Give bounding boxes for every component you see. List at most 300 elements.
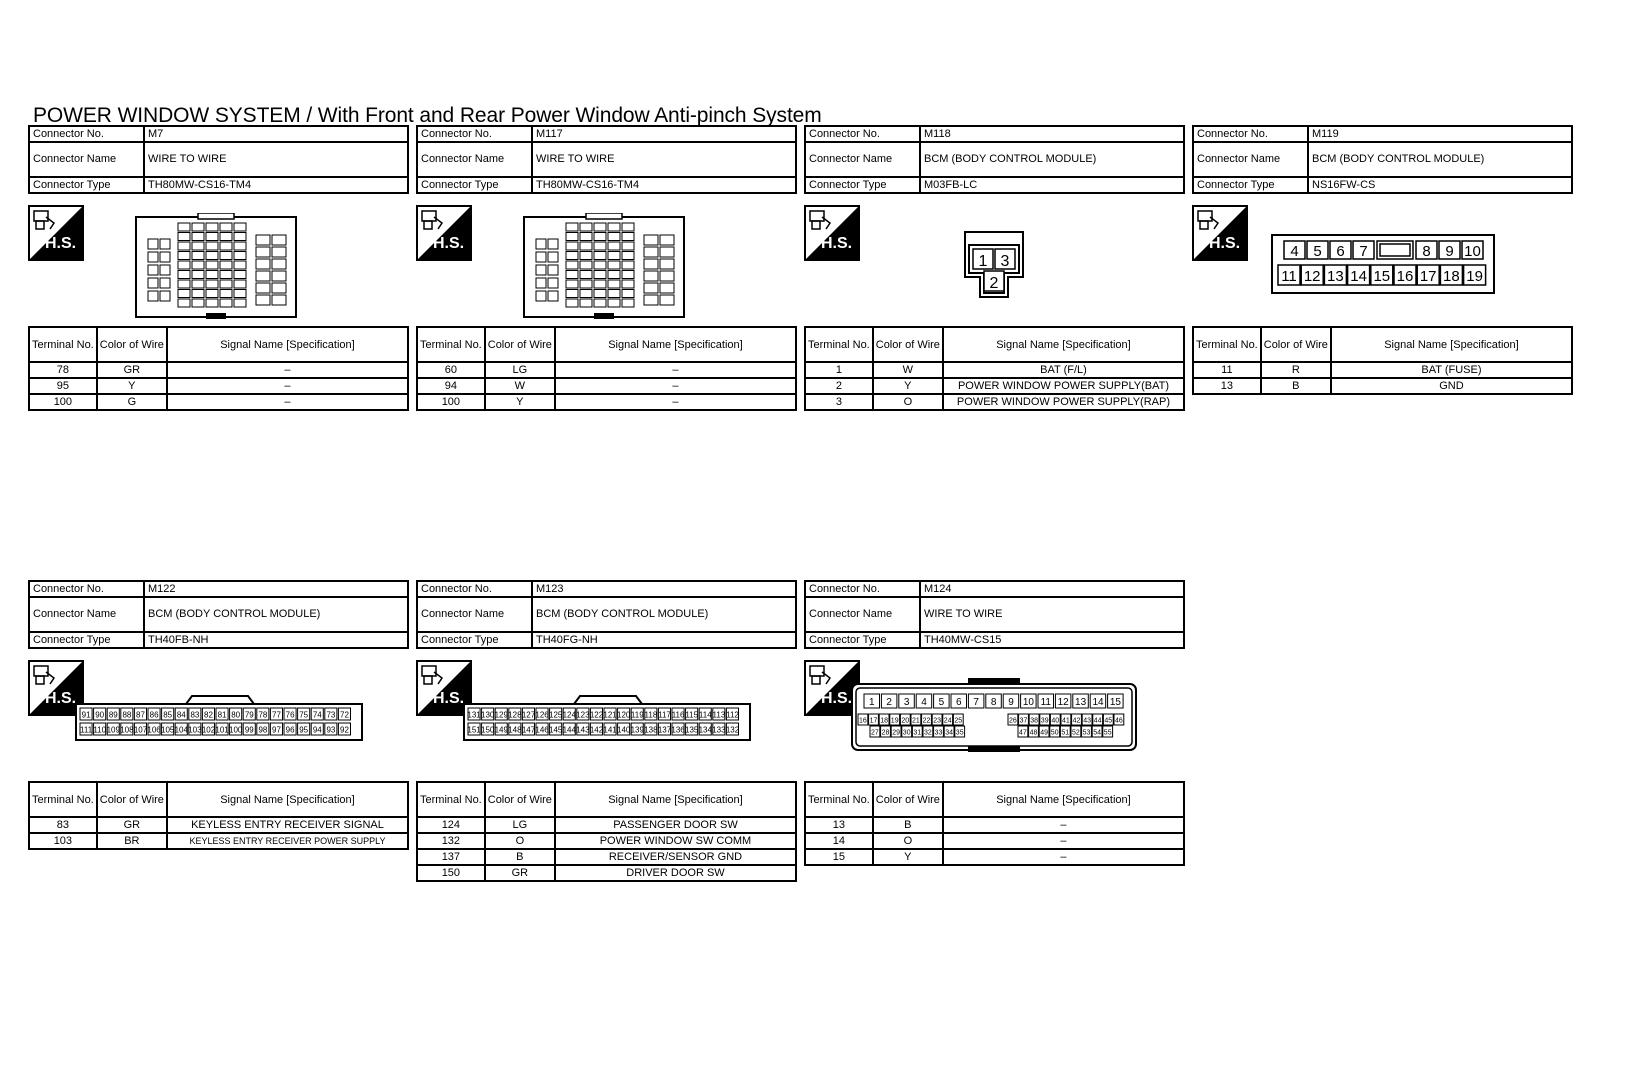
connector-panel-m119 — [1192, 125, 1573, 425]
pin-number: 88 — [122, 710, 132, 720]
pin-number: 12 — [1057, 697, 1069, 708]
pin-number: 148 — [508, 725, 522, 735]
pin-number: 86 — [149, 710, 159, 720]
connector-type-label: Connector Type — [805, 177, 920, 193]
hs-label: H.S. — [821, 235, 853, 252]
connector-name-label: Connector Name — [29, 142, 144, 177]
pin-number: 28 — [881, 729, 890, 737]
pin-number: 52 — [1072, 729, 1080, 737]
connector-panel-m7 — [28, 125, 409, 425]
wire-color: B — [1261, 378, 1331, 394]
signal-name-header: Signal Name [Specification] — [943, 327, 1184, 362]
terminal-no: 11 — [1193, 362, 1261, 378]
pin-number: 16 — [859, 717, 867, 725]
hs-view-icon — [416, 205, 472, 261]
pin-number: 107 — [133, 725, 148, 735]
pin-number: 12 — [1303, 268, 1321, 285]
pin-number: 5 — [938, 697, 945, 708]
signal-name: POWER WINDOW POWER SUPPLY(BAT) — [943, 378, 1184, 394]
pin-number: 7 — [973, 697, 979, 708]
pin-number: 29 — [892, 729, 900, 737]
terminal-no: 137 — [417, 849, 485, 865]
terminal-no: 95 — [29, 378, 97, 394]
pin-number: 74 — [312, 710, 322, 720]
signal-name: BAT (FUSE) — [1331, 362, 1572, 378]
pin-number: 27 — [871, 729, 879, 737]
pin-number: 99 — [244, 725, 254, 735]
terminal-table — [28, 781, 409, 850]
pin-number: 122 — [589, 710, 604, 720]
connector-face-diagram — [1270, 233, 1496, 300]
pin-number: 114 — [698, 710, 712, 720]
pin-number: 41 — [1062, 717, 1070, 725]
terminal-no-header: Terminal No. — [29, 327, 97, 362]
pin-number: 11 — [1040, 697, 1051, 708]
pin-number: 46 — [1115, 717, 1123, 725]
terminal-no-header: Terminal No. — [29, 782, 97, 817]
signal-name: POWER WINDOW POWER SUPPLY(RAP) — [943, 394, 1184, 410]
pin-number: 139 — [630, 725, 644, 735]
pin-number: 37 — [1019, 717, 1028, 725]
pin-number: 21 — [912, 717, 920, 725]
connector-name-value: BCM (BODY CONTROL MODULE) — [920, 142, 1184, 177]
connector-name-label: Connector Name — [417, 597, 532, 632]
pin-number: 102 — [201, 725, 216, 735]
connector-panel-m122 — [28, 580, 409, 880]
pin-number: 76 — [285, 710, 295, 720]
pin-number: 10 — [1464, 243, 1481, 260]
pin-number: 38 — [1030, 717, 1038, 725]
signal-name: – — [555, 394, 796, 410]
connector-type-label: Connector Type — [417, 632, 532, 648]
pin-number: 6 — [956, 697, 962, 708]
pin-number: 48 — [1029, 729, 1038, 737]
pin-number: 5 — [1313, 243, 1322, 260]
terminal-table — [28, 326, 409, 411]
terminal-no: 15 — [805, 849, 873, 865]
pin-number: 15 — [1109, 697, 1121, 708]
color-of-wire-header: Color of Wire — [873, 782, 943, 817]
connector-no-label: Connector No. — [417, 126, 532, 142]
connector-name-value: BCM (BODY CONTROL MODULE) — [1308, 142, 1572, 177]
signal-name: POWER WINDOW SW COMM — [555, 833, 796, 849]
wire-color: O — [873, 394, 943, 410]
terminal-table — [416, 781, 797, 882]
pin-number: 42 — [1072, 717, 1081, 725]
pin-number: 94 — [312, 725, 322, 735]
pin-number: 98 — [258, 725, 268, 735]
terminal-row — [805, 817, 1184, 833]
pin-number: 24 — [943, 717, 952, 725]
wire-color: Y — [873, 378, 943, 394]
pin-number: 81 — [217, 710, 227, 720]
hs-label: H.S. — [45, 235, 77, 252]
connector-info-table — [28, 125, 409, 194]
connector-info-table — [416, 125, 797, 194]
wire-color: GR — [97, 362, 167, 378]
pin-number: 2 — [989, 275, 999, 292]
signal-name: KEYLESS ENTRY RECEIVER POWER SUPPLY — [167, 833, 408, 849]
pin-number: 17 — [1419, 268, 1437, 285]
pin-number: 7 — [1359, 243, 1368, 260]
pin-number: 145 — [549, 725, 563, 735]
terminal-no-header: Terminal No. — [1193, 327, 1261, 362]
pin-number: 25 — [954, 717, 963, 725]
signal-name: – — [555, 378, 796, 394]
wire-color: LG — [485, 817, 555, 833]
pin-number: 126 — [535, 710, 549, 720]
connector-info-table — [804, 580, 1185, 649]
terminal-no: 13 — [1193, 378, 1261, 394]
pin-number: 43 — [1083, 717, 1091, 725]
terminal-row — [417, 849, 796, 865]
hs-label: H.S. — [45, 690, 77, 707]
wire-color: Y — [873, 849, 943, 865]
pin-number: 123 — [576, 710, 590, 720]
wire-color: Y — [485, 394, 555, 410]
pin-number: 13 — [1327, 268, 1344, 285]
terminal-row — [805, 362, 1184, 378]
connector-type-value: TH80MW-CS16-TM4 — [144, 177, 408, 193]
pin-number: 72 — [340, 710, 349, 720]
connector-info-table — [1192, 125, 1573, 194]
pin-number: 125 — [549, 710, 563, 720]
hs-view-icon — [804, 205, 860, 261]
pin-number: 97 — [272, 725, 281, 735]
pin-number: 140 — [617, 725, 631, 735]
pin-number: 26 — [1009, 717, 1017, 725]
pin-number: 4 — [921, 697, 927, 708]
connector-name-value: BCM (BODY CONTROL MODULE) — [532, 597, 796, 632]
pin-number: 33 — [934, 729, 943, 737]
pin-number: 105 — [161, 725, 175, 735]
terminal-row — [417, 817, 796, 833]
pin-number: 9 — [1445, 243, 1454, 260]
pin-number: 120 — [617, 710, 631, 720]
signal-name: – — [943, 849, 1184, 865]
connector-name-value: WIRE TO WIRE — [920, 597, 1184, 632]
terminal-no: 103 — [29, 833, 97, 849]
connector-type-label: Connector Type — [29, 632, 144, 648]
pin-number: 4 — [1290, 243, 1299, 260]
pin-number: 39 — [1040, 717, 1049, 725]
pin-number: 13 — [1075, 697, 1087, 708]
terminal-row — [805, 849, 1184, 865]
pin-number: 115 — [685, 710, 699, 720]
hs-view-icon — [1192, 205, 1248, 261]
connector-face-diagram — [962, 229, 1026, 306]
pin-number: 131 — [467, 710, 481, 720]
signal-name: BAT (F/L) — [943, 362, 1184, 378]
pin-number: 75 — [299, 710, 309, 720]
connector-no-value: M118 — [920, 126, 1184, 142]
signal-name-header: Signal Name [Specification] — [167, 327, 408, 362]
hs-label: H.S. — [433, 690, 465, 707]
wire-color: B — [485, 849, 555, 865]
pin-number: 19 — [890, 717, 899, 725]
pin-number: 51 — [1061, 729, 1070, 737]
terminal-no: 100 — [417, 394, 485, 410]
pin-number: 23 — [933, 717, 941, 725]
wire-color: Y — [97, 378, 167, 394]
pin-number: 31 — [913, 729, 922, 737]
terminal-row — [417, 378, 796, 394]
terminal-row — [417, 865, 796, 881]
connector-no-label: Connector No. — [1193, 126, 1308, 142]
terminal-row — [29, 817, 408, 833]
pin-number: 3 — [1000, 253, 1010, 270]
connector-no-label: Connector No. — [805, 126, 920, 142]
pin-number: 83 — [190, 710, 200, 720]
pin-number: 95 — [299, 725, 309, 735]
terminal-row — [805, 833, 1184, 849]
pin-number: 19 — [1466, 268, 1483, 285]
pin-number: 133 — [712, 725, 726, 735]
wire-color: W — [873, 362, 943, 378]
pin-number: 150 — [481, 725, 495, 735]
pin-number: 87 — [136, 710, 145, 720]
pin-number: 16 — [1396, 268, 1414, 285]
connector-face-diagram — [462, 692, 752, 751]
wire-color: LG — [485, 362, 555, 378]
pin-number: 144 — [562, 725, 576, 735]
pin-number: 2 — [886, 697, 892, 708]
connector-name-label: Connector Name — [1193, 142, 1308, 177]
connector-face-diagram — [522, 213, 686, 326]
connector-type-label: Connector Type — [417, 177, 532, 193]
terminal-row — [29, 833, 408, 849]
pin-number: 84 — [176, 710, 186, 720]
connector-no-value: M122 — [144, 581, 408, 597]
pin-number: 110 — [93, 725, 107, 735]
terminal-table — [1192, 326, 1573, 395]
signal-name: RECEIVER/SENSOR GND — [555, 849, 796, 865]
connector-type-value: M03FB-LC — [920, 177, 1184, 193]
terminal-row — [417, 394, 796, 410]
pin-number: 85 — [163, 710, 173, 720]
pin-number: 14 — [1350, 268, 1367, 285]
connector-face-diagram — [74, 692, 364, 751]
pin-number: 35 — [955, 729, 964, 737]
terminal-row — [1193, 378, 1572, 394]
connector-panel-m123 — [416, 580, 797, 880]
pin-number: 40 — [1051, 717, 1060, 725]
terminal-no-header: Terminal No. — [417, 782, 485, 817]
pin-number: 89 — [108, 710, 118, 720]
connector-face-diagram — [134, 213, 298, 326]
pin-number: 108 — [120, 725, 134, 735]
color-of-wire-header: Color of Wire — [97, 327, 167, 362]
pin-number: 151 — [467, 725, 481, 735]
pin-number: 14 — [1092, 697, 1104, 708]
pin-number: 117 — [658, 710, 671, 720]
connector-type-value: TH40FG-NH — [532, 632, 796, 648]
pin-number: 8 — [1422, 243, 1431, 260]
pin-number: 130 — [481, 710, 495, 720]
hs-label: H.S. — [1209, 235, 1241, 252]
terminal-row — [1193, 362, 1572, 378]
pin-number: 109 — [106, 725, 120, 735]
hs-label: H.S. — [821, 690, 853, 707]
pin-number: 18 — [1443, 268, 1460, 285]
pin-number: 149 — [494, 725, 508, 735]
pin-number: 124 — [562, 710, 576, 720]
pin-number: 93 — [326, 725, 336, 735]
connector-panel-m118 — [804, 125, 1185, 425]
connector-panel-m124 — [804, 580, 1185, 880]
pin-number: 22 — [922, 717, 931, 725]
connector-type-value: TH80MW-CS16-TM4 — [532, 177, 796, 193]
wire-color: GR — [97, 817, 167, 833]
pin-number: 47 — [1019, 729, 1027, 737]
connector-no-label: Connector No. — [805, 581, 920, 597]
wire-color: R — [1261, 362, 1331, 378]
terminal-no: 78 — [29, 362, 97, 378]
connector-type-label: Connector Type — [1193, 177, 1308, 193]
pin-number: 53 — [1082, 729, 1091, 737]
pin-number: 11 — [1281, 268, 1297, 285]
signal-name: – — [167, 362, 408, 378]
pin-number: 1 — [978, 253, 988, 270]
connector-name-value: WIRE TO WIRE — [144, 142, 408, 177]
pin-number: 82 — [204, 710, 213, 720]
pin-number: 147 — [521, 725, 536, 735]
pin-number: 106 — [147, 725, 161, 735]
terminal-row — [29, 378, 408, 394]
terminal-row — [417, 833, 796, 849]
terminal-no: 60 — [417, 362, 485, 378]
pin-number: 34 — [945, 729, 953, 737]
pin-number: 80 — [231, 710, 241, 720]
signal-name: – — [943, 833, 1184, 849]
pin-number: 90 — [95, 710, 105, 720]
pin-number: 79 — [244, 710, 254, 720]
signal-name-header: Signal Name [Specification] — [943, 782, 1184, 817]
terminal-no: 3 — [805, 394, 873, 410]
color-of-wire-header: Color of Wire — [97, 782, 167, 817]
connector-panel-m117 — [416, 125, 797, 425]
connector-name-label: Connector Name — [805, 597, 920, 632]
pin-number: 132 — [725, 725, 740, 735]
connector-name-label: Connector Name — [29, 597, 144, 632]
page-title: POWER WINDOW SYSTEM / With Front and Rear Power Window Anti-pinch System — [33, 104, 822, 127]
pin-number: 119 — [630, 710, 644, 720]
pin-number: 9 — [1008, 697, 1014, 708]
signal-name: PASSENGER DOOR SW — [555, 817, 796, 833]
pin-number: 116 — [671, 710, 685, 720]
terminal-table — [804, 781, 1185, 866]
pin-number: 3 — [903, 697, 910, 708]
signal-name: DRIVER DOOR SW — [555, 865, 796, 881]
terminal-row — [805, 394, 1184, 410]
signal-name: – — [167, 378, 408, 394]
pin-number: 1 — [869, 697, 875, 708]
pin-number: 135 — [685, 725, 699, 735]
connector-no-value: M123 — [532, 581, 796, 597]
pin-number: 10 — [1022, 697, 1034, 708]
signal-name: – — [555, 362, 796, 378]
pin-number: 146 — [535, 725, 549, 735]
pin-number: 127 — [521, 710, 536, 720]
pin-number: 17 — [869, 717, 878, 725]
terminal-no: 94 — [417, 378, 485, 394]
terminal-no: 1 — [805, 362, 873, 378]
connector-name-label: Connector Name — [805, 142, 920, 177]
signal-name-header: Signal Name [Specification] — [167, 782, 408, 817]
pin-number: 134 — [698, 725, 712, 735]
connector-name-value: WIRE TO WIRE — [532, 142, 796, 177]
connector-no-label: Connector No. — [29, 581, 144, 597]
pin-number: 77 — [272, 710, 281, 720]
pin-number: 18 — [880, 717, 888, 725]
terminal-no: 150 — [417, 865, 485, 881]
signal-name: – — [943, 817, 1184, 833]
pin-number: 91 — [81, 710, 91, 720]
pin-number: 103 — [188, 725, 202, 735]
pin-number: 55 — [1103, 729, 1112, 737]
pin-number: 141 — [603, 725, 617, 735]
pin-number: 121 — [603, 710, 617, 720]
connector-type-label: Connector Type — [29, 177, 144, 193]
connector-name-value: BCM (BODY CONTROL MODULE) — [144, 597, 408, 632]
terminal-no: 2 — [805, 378, 873, 394]
signal-name: – — [167, 394, 408, 410]
wire-color: BR — [97, 833, 167, 849]
pin-number: 32 — [924, 729, 932, 737]
pin-number: 138 — [644, 725, 658, 735]
pin-number: 78 — [258, 710, 268, 720]
pin-number: 15 — [1373, 268, 1391, 285]
pin-number: 112 — [726, 710, 739, 720]
connector-name-label: Connector Name — [417, 142, 532, 177]
connector-no-value: M124 — [920, 581, 1184, 597]
connector-face-diagram — [850, 676, 1140, 761]
terminal-no: 100 — [29, 394, 97, 410]
pin-number: 92 — [340, 725, 349, 735]
pin-number: 50 — [1050, 729, 1059, 737]
connector-no-label: Connector No. — [29, 126, 144, 142]
pin-number: 118 — [644, 710, 658, 720]
color-of-wire-header: Color of Wire — [1261, 327, 1331, 362]
signal-name: GND — [1331, 378, 1572, 394]
connector-no-value: M119 — [1308, 126, 1572, 142]
pin-number: 49 — [1040, 729, 1048, 737]
terminal-no: 132 — [417, 833, 485, 849]
pin-number: 30 — [902, 729, 911, 737]
connector-type-value: TH40MW-CS15 — [920, 632, 1184, 648]
signal-name: KEYLESS ENTRY RECEIVER SIGNAL — [167, 817, 408, 833]
wire-color: W — [485, 378, 555, 394]
pin-number: 113 — [712, 710, 726, 720]
connector-type-label: Connector Type — [805, 632, 920, 648]
signal-name-header: Signal Name [Specification] — [555, 782, 796, 817]
connector-info-table — [28, 580, 409, 649]
color-of-wire-header: Color of Wire — [485, 782, 555, 817]
signal-name-header: Signal Name [Specification] — [1331, 327, 1572, 362]
pin-number: 20 — [901, 717, 910, 725]
wire-color: O — [485, 833, 555, 849]
connector-info-table — [804, 125, 1185, 194]
terminal-no: 83 — [29, 817, 97, 833]
signal-name-header: Signal Name [Specification] — [555, 327, 796, 362]
hs-view-icon — [28, 205, 84, 261]
pin-number: 136 — [671, 725, 685, 735]
connector-type-value: TH40FB-NH — [144, 632, 408, 648]
hs-label: H.S. — [433, 235, 465, 252]
pin-number: 137 — [657, 725, 672, 735]
wire-color: G — [97, 394, 167, 410]
pin-number: 96 — [285, 725, 295, 735]
